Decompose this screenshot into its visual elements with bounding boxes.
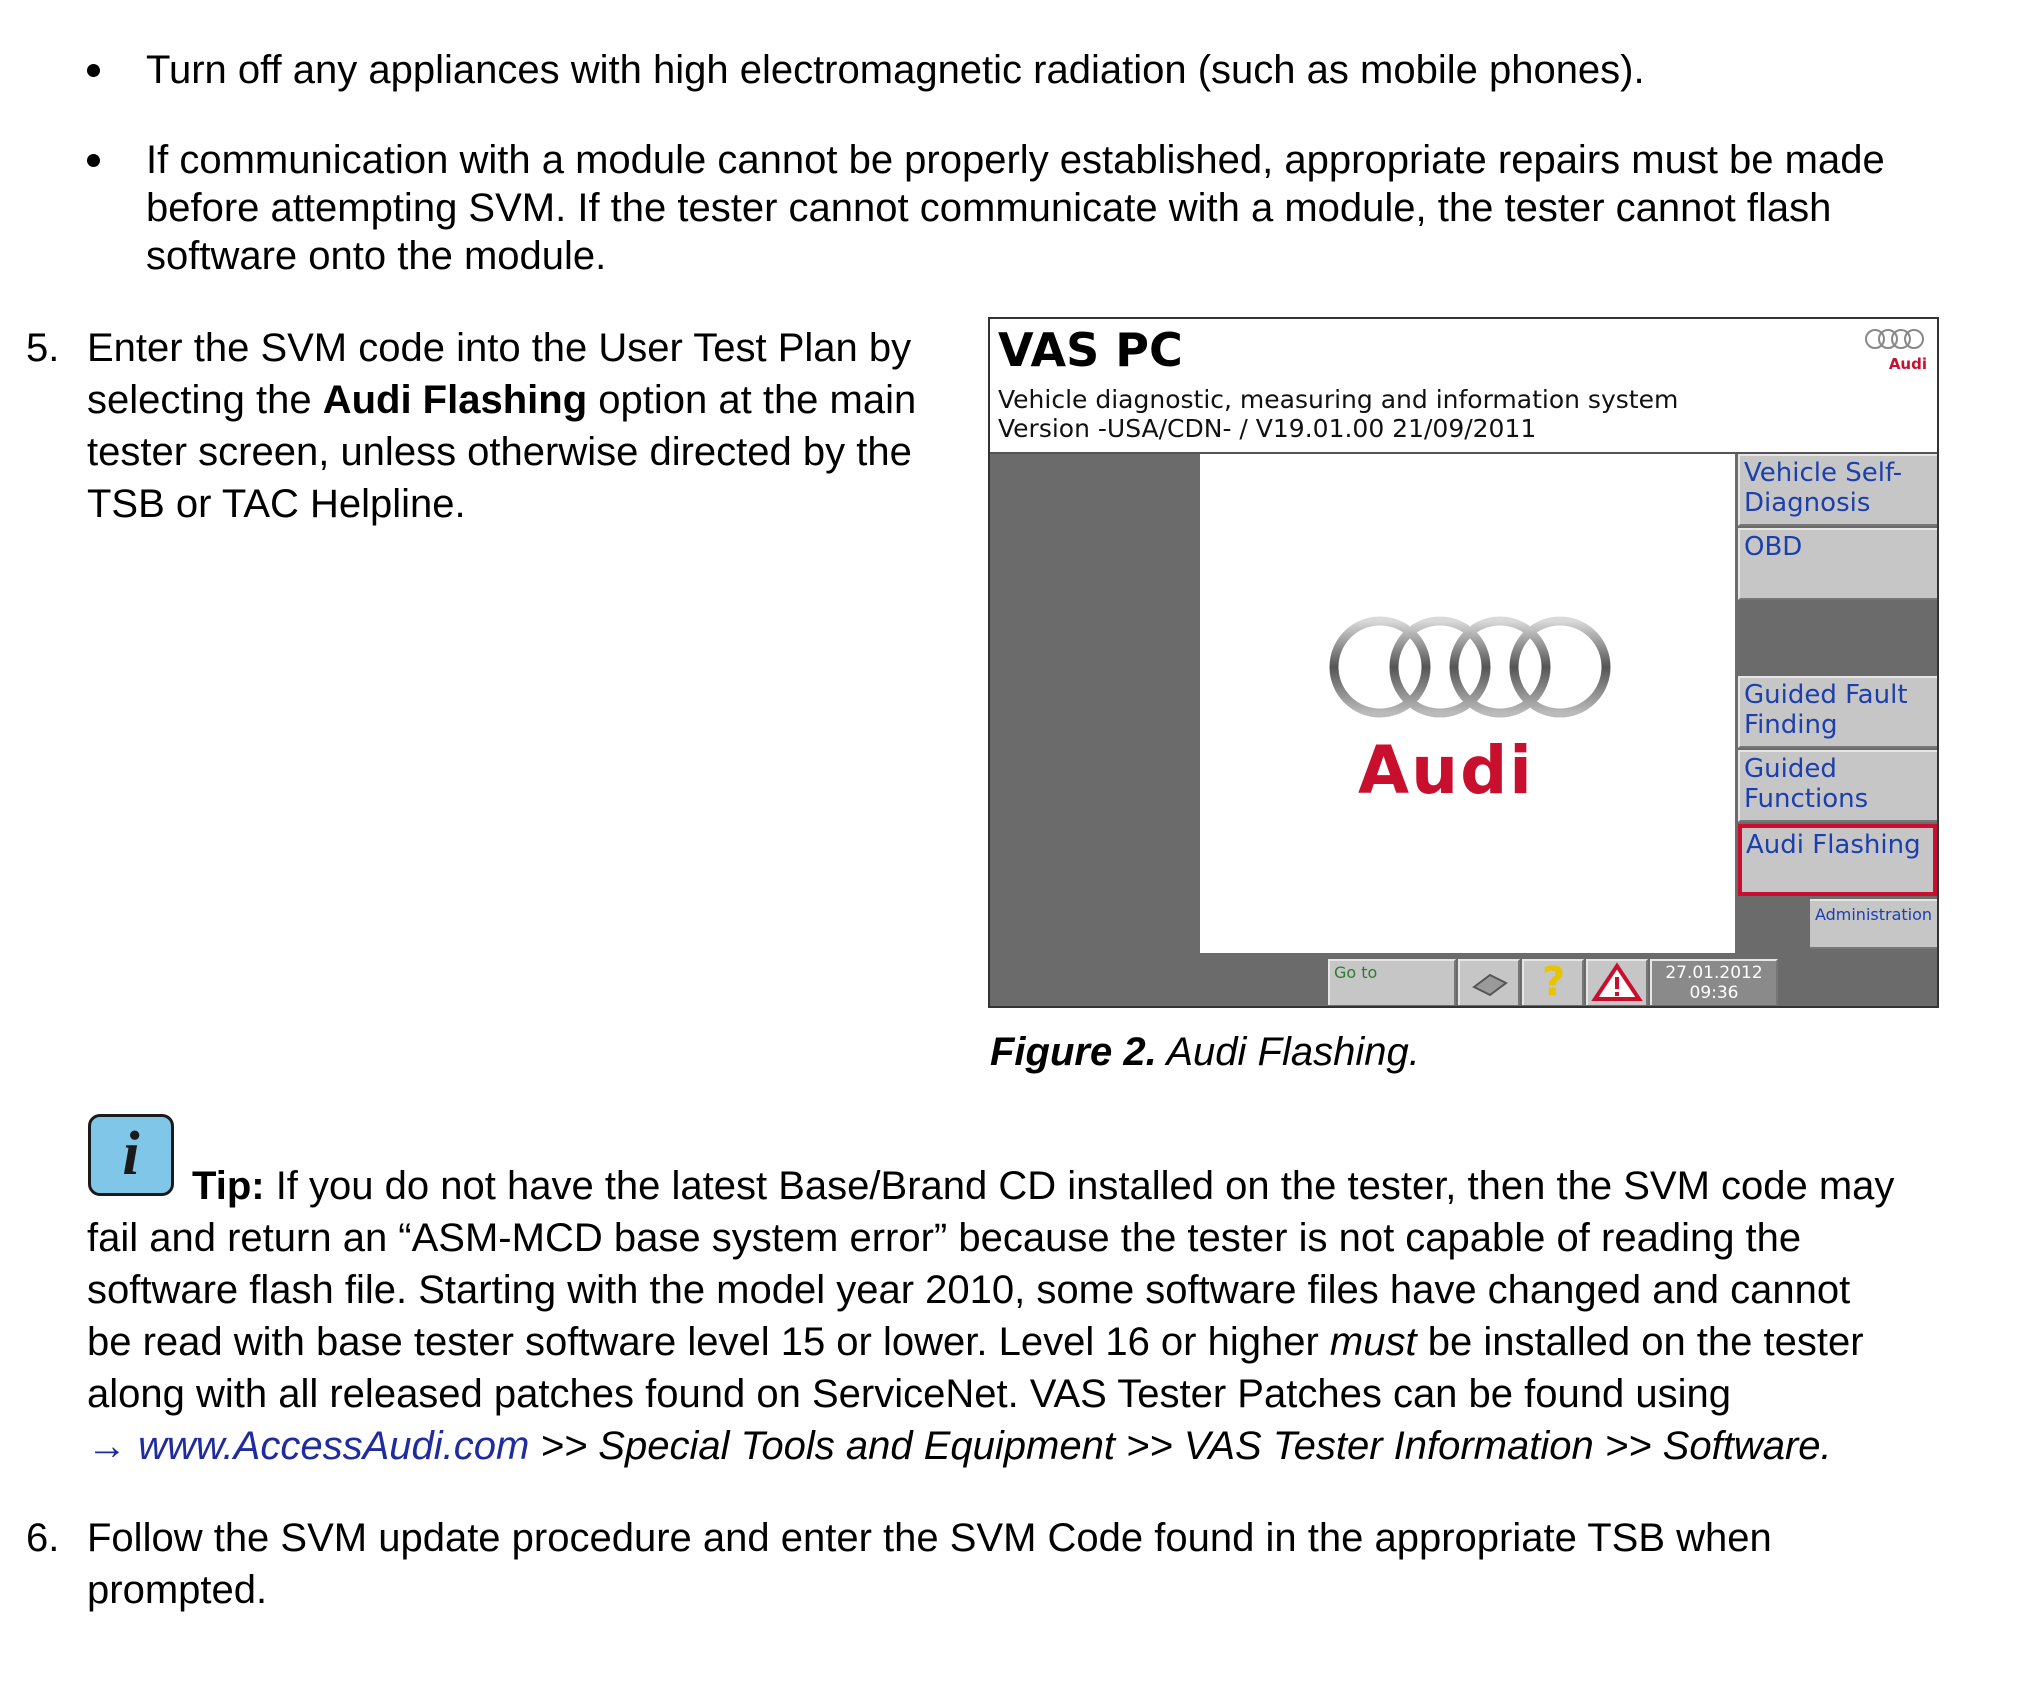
bullet-text: before attempting SVM. If the tester cannot communicate with a module, the tester cannot flash — [146, 186, 1832, 230]
audi-flashing-button[interactable]: Audi Flashing — [1738, 824, 1937, 896]
audi-wordmark: Audi — [1358, 732, 1534, 809]
tip-text: fail and return an “ASM-MCD base system error” because the tester is not capable of reading the — [87, 1216, 1802, 1260]
info-icon — [88, 1114, 174, 1196]
info-icon-letter: i — [122, 1120, 140, 1188]
step-text: tester screen, unless otherwise directed by the — [87, 430, 912, 474]
logo-panel — [1200, 454, 1735, 953]
guided-functions-button[interactable]: Guided Functions — [1738, 750, 1937, 822]
step-number: 5. — [26, 326, 60, 370]
bullet-text: Turn off any appliances with high electromagnetic radiation (such as mobile phones). — [146, 48, 1645, 92]
step-text-part: option at the main — [587, 378, 917, 422]
goto-label: Go to — [1334, 963, 1378, 982]
printer-icon — [1460, 961, 1518, 1003]
step-text-part: selecting the — [87, 378, 323, 422]
tip-text — [87, 1420, 1832, 1472]
access-audi-link[interactable]: → www.AccessAudi.com — [87, 1424, 530, 1468]
warning-button[interactable] — [1586, 959, 1648, 1005]
tip-line: If you do not have the latest Base/Brand CD installed on the tester, then the SVM code may — [264, 1164, 1895, 1208]
tip-text — [192, 1160, 1894, 1212]
tip-line: be read with base tester software level 15 or lower. Level 16 or higher — [87, 1320, 1330, 1364]
guided-fault-finding-button[interactable]: Guided Fault Finding — [1738, 676, 1937, 748]
navigation-path: >> Special Tools and Equipment >> VAS Tester Information >> Software. — [529, 1424, 1832, 1468]
vas-pc-screenshot — [988, 317, 1939, 1008]
figure-caption-label: Figure 2. — [990, 1030, 1157, 1074]
tip-text — [87, 1316, 1864, 1368]
tip-text: software flash file. Starting with the model year 2010, some software files have changed and cannot — [87, 1268, 1851, 1312]
vas-title: VAS PC — [998, 323, 1183, 377]
tip-label: Tip: — [192, 1164, 265, 1208]
audi-rings-icon — [1320, 612, 1620, 722]
vas-header — [990, 319, 1937, 454]
vas-subtitle: Vehicle diagnostic, measuring and information system — [998, 385, 1679, 414]
tip-line: be installed on the tester — [1416, 1320, 1864, 1364]
help-icon: ? — [1542, 959, 1566, 1005]
bullet-dot — [87, 64, 100, 77]
bullet-text: If communication with a module cannot be properly established, appropriate repairs must be made — [146, 138, 1885, 182]
time-label: 09:36 — [1689, 983, 1739, 1003]
tip-text: along with all released patches found on ServiceNet. VAS Tester Patches can be found using — [87, 1372, 1731, 1416]
print-button[interactable] — [1458, 959, 1520, 1005]
warning-icon — [1588, 961, 1646, 1003]
vas-version: Version -USA/CDN- / V19.01.00 21/09/2011 — [998, 414, 1537, 443]
step-text: TSB or TAC Helpline. — [87, 482, 466, 526]
step-text — [87, 374, 916, 426]
goto-button[interactable] — [1328, 959, 1456, 1005]
step-text: Follow the SVM update procedure and enter the SVM Code found in the appropriate TSB when — [87, 1516, 1772, 1560]
date-label: 27.01.2012 — [1665, 963, 1763, 983]
vehicle-self-diagnosis-button[interactable]: Vehicle Self-Diagnosis — [1738, 454, 1937, 526]
figure-caption — [990, 1026, 1420, 1078]
date-time-display — [1650, 959, 1778, 1005]
step-text: prompted. — [87, 1568, 268, 1612]
bullet-dot — [87, 154, 100, 167]
header-brand: Audi — [1888, 355, 1927, 373]
step-number: 6. — [26, 1516, 60, 1560]
administration-button[interactable]: Administration — [1810, 899, 1937, 949]
bullet-text: software onto the module. — [146, 234, 607, 278]
must-emphasis: must — [1329, 1320, 1417, 1364]
figure-caption-text: Audi Flashing. — [1156, 1030, 1420, 1074]
help-button[interactable] — [1522, 959, 1584, 1005]
obd-button[interactable]: OBD — [1738, 528, 1937, 600]
audi-flashing-emphasis: Audi Flashing — [322, 378, 588, 422]
step-text: Enter the SVM code into the User Test Plan by — [87, 326, 912, 370]
